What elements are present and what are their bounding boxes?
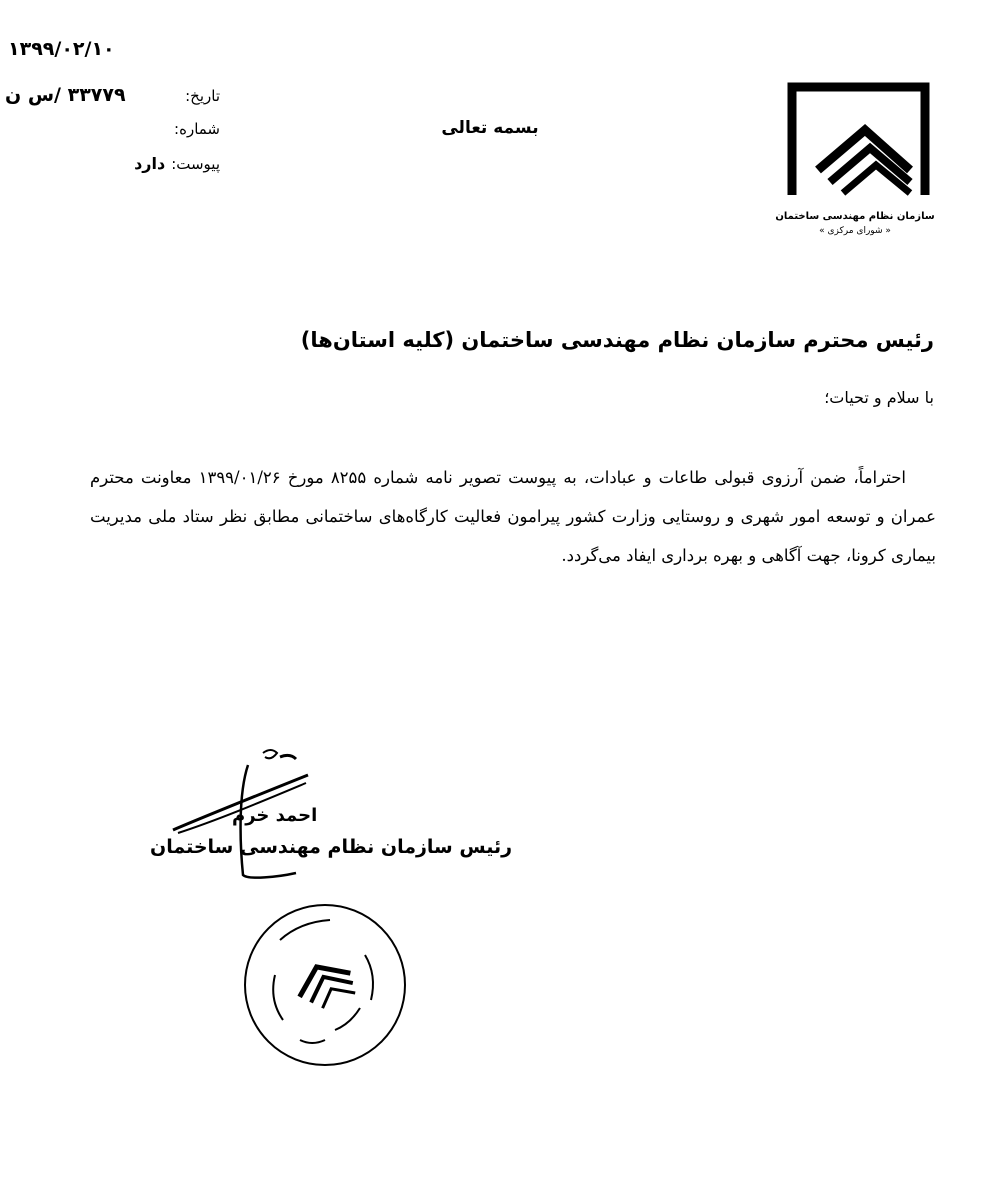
date-label: تاریخ: [185,87,220,105]
logo-subcaption: « شورای مرکزی » [819,226,891,236]
meta-attachment-row [100,154,220,173]
letter-date-top: ۱۳۹۹/۰۲/۱۰ [8,38,115,60]
letter-body [90,458,936,575]
bismillah-heading: بسمه تعالی [441,118,539,138]
letter-greeting: با سلام و تحیات؛ [824,388,934,407]
official-stamp [240,900,410,1070]
number-label: شماره: [174,120,220,138]
signer-title: رئیس سازمان نظام مهندسی ساختمان [150,836,513,858]
signer-name: احمد خرم [232,805,318,826]
logo-house-icon [770,75,940,205]
meta-number-row [100,120,220,138]
attachment-label: پیوست: [171,155,220,173]
letter-recipient: رئیس محترم سازمان نظام مهندسی ساختمان (کلیه استان‌ها) [300,328,934,352]
logo-caption: سازمان نظام مهندسی ساختمان [775,211,935,222]
letter-reference-value: ۳۳۷۷۹ /س ن [5,84,126,106]
attachment-value: دارد [134,154,166,173]
organization-logo [770,75,940,255]
letter-body-paragraph: احتراماً، ضمن آرزوی قبولی طاعات و عبادات، به پیوست تصویر نامه شماره ۸۲۵۵ مورخ ۱۳۹۹/۰۱/۲۶ معاونت محترم عمران و توسعه امور شهری و روستایی وزارت کشور پیرامون فعالیت کارگاه‌های ساختمانی مطابق نظر ستاد ملی مدیریت بیماری کرونا، جهت آگاهی و بهره برداری ایفاد می‌گردد. [90,468,936,565]
meta-date-row [5,84,220,106]
